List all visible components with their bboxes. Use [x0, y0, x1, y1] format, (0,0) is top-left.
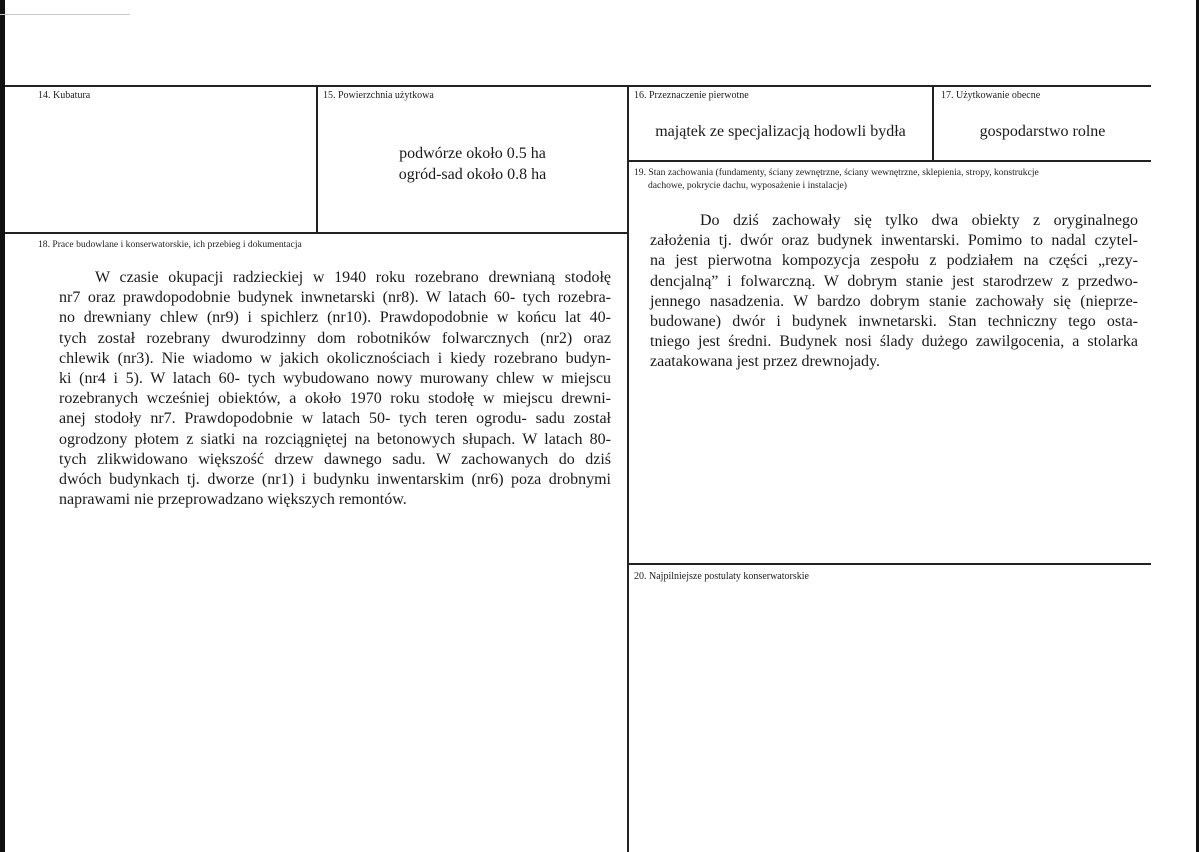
field-17-label: 17. Użytkowanie obecne — [941, 90, 1041, 101]
field-18-line: rozebranych wcześniej obiektów, a około 1970 roku stodołę w miejscu drewni- — [59, 390, 611, 408]
field-19-line: tniego jest średni. Budynek nosi ślady dużego zawilgocenia, a stolarka — [650, 333, 1138, 351]
field-18-line: chlewik (nr3). Nie wiadomo w jakich okolicznościach i kiedy rozebrano budyn- — [59, 349, 611, 367]
field-19-line: budowane) dwór i budynek inwnetarski. Stan techniczny tego osta- — [650, 313, 1138, 331]
field-18-line: ki (nr4 i 5). W latach 60- tych wybudowano nowy murowany chlew w miejscu — [59, 370, 611, 388]
field-19-line: Do dziś zachowały się tylko dwa obiekty z oryginalnego — [700, 212, 1138, 229]
field-18-line: nr7 oraz prawdopodobnie budynek inwnetarski (nr8). W latach 60- tych rozebra- — [59, 289, 611, 307]
field-19-label-line-2: dachowe, pokrycie dachu, wyposażenie i instalacje) — [648, 180, 847, 191]
field-14-label: 14. Kubatura — [38, 90, 91, 101]
field-18-text — [59, 268, 611, 510]
field-15-line-2: ogród-sad około 0.8 ha — [398, 166, 547, 183]
field-18-label: 18. Prace budowlane i konserwatorskie, ich przebieg i dokumentacja — [38, 239, 302, 250]
field-18-line: W czasie okupacji radzieckiej w 1940 roku rozebrano drewnianą stodołę — [95, 269, 611, 286]
field-15-label: 15. Powierzchnia użytkowa — [323, 90, 434, 101]
field-18-line: tych zlikwidowano większość drzew dawnego sadu. W zachowanych do dziś — [59, 450, 611, 468]
field-20-label: 20. Najpilniejsze postulaty konserwatorskie — [634, 571, 809, 582]
field-18-line: no drewniany chlew (nr9) i spichlerz (nr10). Prawdopodobnie w końcu lat 40- — [59, 309, 611, 327]
field-17-value: gospodarstwo rolne — [979, 123, 1106, 140]
field-19-text — [650, 211, 1138, 373]
field-16-label: 16. Przeznaczenie pierwotne — [634, 90, 749, 101]
field-19-line: jennego nasadzenia. W bardzo dobrym stanie zachowały się (nieprze- — [650, 292, 1138, 310]
scan-border-left — [0, 0, 5, 852]
field-19-line: na jest pierwotna kompozycja zespołu z podziałem na części „rezy- — [650, 252, 1138, 270]
center-divider — [627, 85, 629, 852]
field-16-value: majątek ze specjalizacją hodowli bydła — [655, 123, 906, 140]
field-19-label-line-1: 19. Stan zachowania (fundamenty, ściany zewnętrzne, ściany wewnętrzne, sklepienia, stropy, konstrukcje — [634, 167, 1039, 178]
rule-above-18 — [5, 232, 628, 234]
field-19-line: dencjalną” i folwarczną. W dobrym stanie jest starodrzew z przedwo- — [650, 272, 1138, 290]
field-18-line: naprawami nie przeprowadzano większych remontów. — [59, 491, 407, 509]
field-19-line: założenia tj. dwór oraz budynek inwentarski. Pomimo to nadal czytel- — [650, 232, 1138, 250]
field-15-line-1: podwórze około 0.5 ha — [399, 145, 546, 162]
field-18-line: dwóch budynkach tj. dworze (nr1) i budynku inwentarskim (nr6) poza drobnymi — [59, 471, 611, 489]
top-rule — [5, 85, 1151, 87]
scan-mark — [0, 14, 130, 15]
rule-above-20 — [628, 563, 1151, 565]
field-19-line: zaatakowana jest przez drewnojady. — [650, 353, 880, 371]
field-18-line: tych został rozebrany dwurodzinny dom robotników folwarcznych (nr2) oraz — [59, 329, 611, 347]
field-15-value — [318, 144, 627, 184]
rule-above-19 — [628, 160, 1151, 162]
field-18-line: anej stodoły nr7. Prawdopodobnie w latach 50- tych teren ogrodu- sadu został — [59, 410, 611, 428]
field-18-line: ogrodzony płotem z siatki na rozciągniętej na betonowych słupach. W latach 80- — [59, 430, 611, 448]
